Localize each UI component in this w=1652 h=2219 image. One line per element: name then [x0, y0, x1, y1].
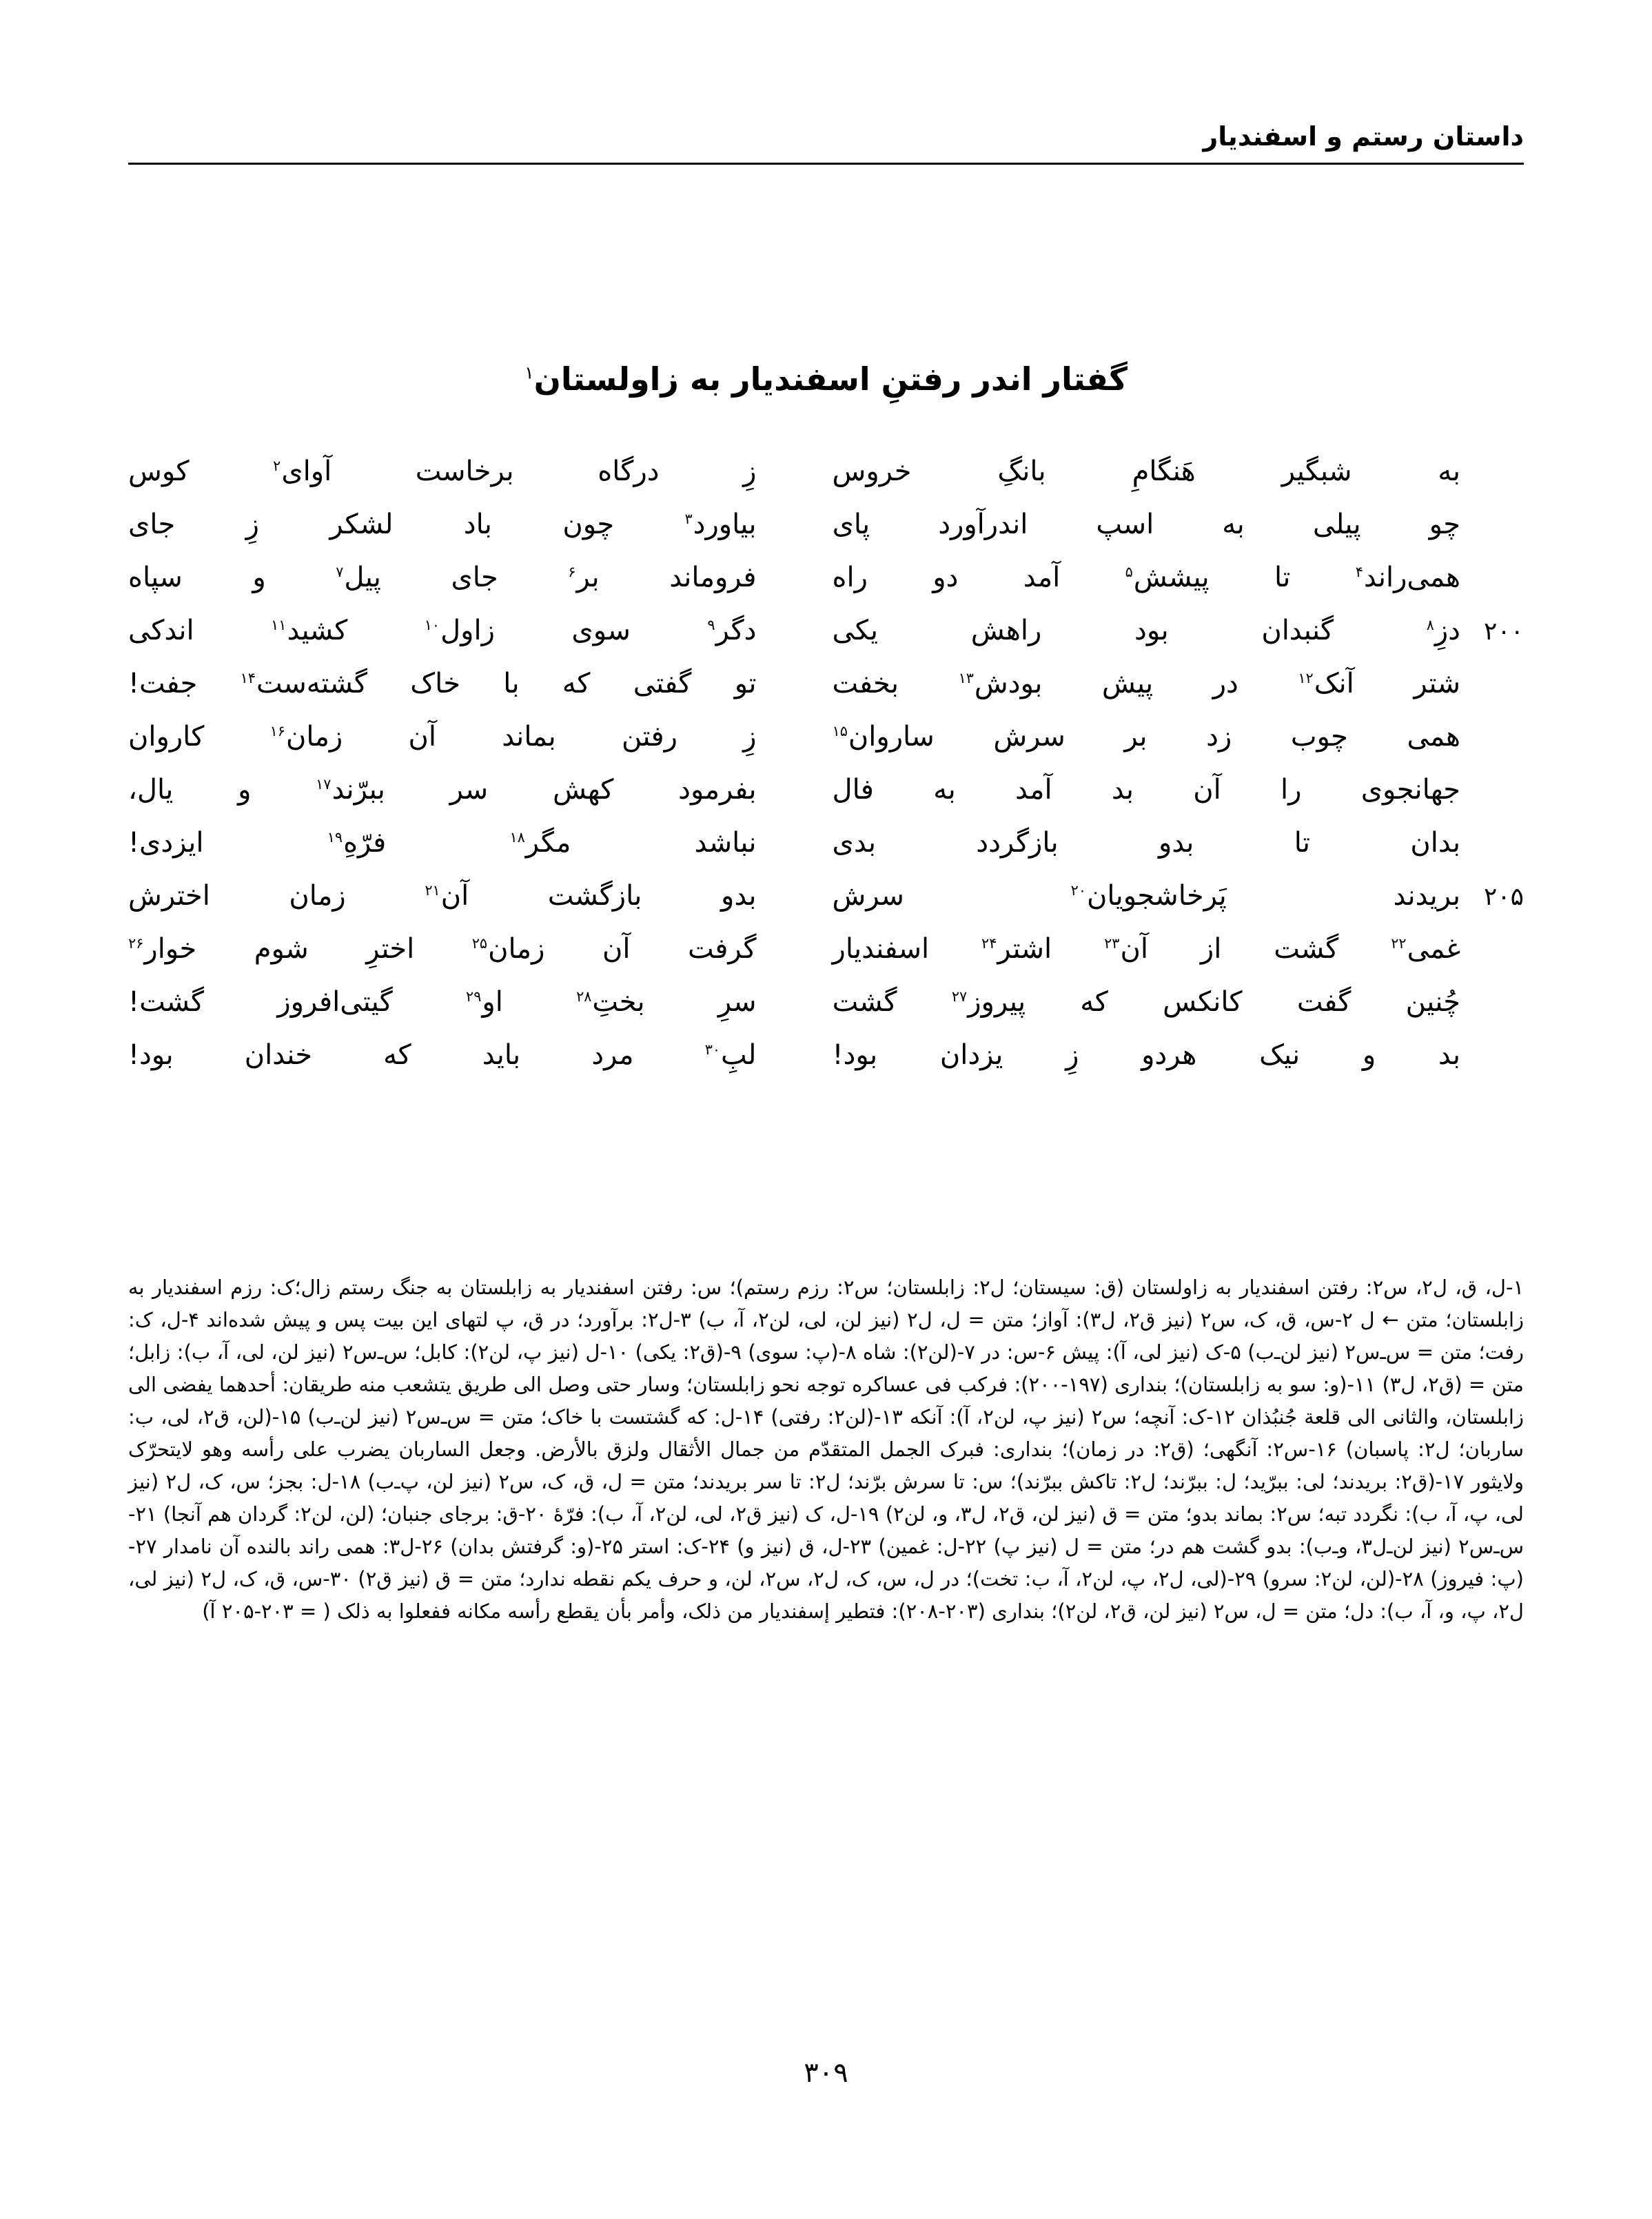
hemistich-second: بیاورد$^۳$ چون باد لشکر زِ جای	[128, 509, 757, 540]
verse-number	[1460, 1061, 1524, 1064]
hemistich-first: همی‌راند$^۴$ تا پیشش$^۵$ آمد دو راه	[832, 562, 1460, 593]
hemistich-first: شتر آنک$^{۱۲}$ در پیش بودش$^{۱۳}$ بخفت	[832, 668, 1460, 699]
verse-couplet	[128, 773, 1524, 826]
verse-couplet	[128, 985, 1524, 1039]
chapter-title-note-marker: ۱	[524, 362, 534, 383]
running-head-area	[128, 123, 1524, 165]
footnotes-text: ۱-ل، ق، ل۲، س۲: رفتن اسفندیار به زاولستان (ق: سیستان؛ ل۲: زابلستان؛ س۲: رزم رستم)؛ س: رفتن اسفندیار به زابلستان به جنگ رستم زال؛ک: رزم اسفندیار به زابلستان؛ متن ← ل ۲-س، ق، ک، س۲ (نیز ق۲، ل۳): آواز؛ متن = ل، ل۲ (نیز لن، لی، لن۲، آ، ب) ۳-ل۲: برآورد؛ در ق، پ لتهای این بیت پس و پیش شده‌اند ۴-ل، ک: رفت؛ متن = س‌ـ‌س۲ (نیز لن‌ـ‌ب) ۵-ک (نیز لی، آ): پیش ۶-س: در ۷-(لن۲): شاه ۸-(پ: سوی) ۹-(ق۲: یکی) ۱۰-ل (نیز پ، لن۲): کابل؛ س‌ـ‌س۲ (نیز لن، لی، آ، ب): زابل؛ متن = (ق۲، ل۳) ۱۱-(و: سو به زابلستان)؛ بنداری (۱۹۷-۲۰۰): فرکب فی عساکره توجه نحو زابلستان؛ وسار حتی وصل الی طریق یتشعب منه طریقان: أحدهما یفضی الی زابلستان، والثانی الی قلعة جُنبُذان ۱۲-ک: آنچه؛ س۲ (نیز پ، لن۲، آ): آنکه ۱۳-(لن۲: رفتی) ۱۴-ل: که گشتست با خاک؛ متن = س‌ـ‌س۲ (نیز لن‌ـ‌ب) ۱۵-(لن، ق۲، لی، ب: ساربان؛ ل۲: پاسبان) ۱۶-س۲: آنگهی؛ (ق۲: در زمان)؛ بنداری: فبرک الجمل المتقدّم من جمال الأثقال ولزق بالأرض. وجعل الساربان یضرب علی رأسه وهو لایتحرّک ولایثور ۱۷-(ق۲: بریدند؛ لی: ببرّید؛ ل: ببرّند؛ ل۲: تاکش ببرّند)؛ س: تا سرش برّند؛ ل۲: تا سر بریدند؛ متن = ل، ق، ک، س۲ (نیز لن، پ‌ـ‌ب) ۱۸-ل: بجز؛ س، ک، ل۲ (نیز لی، پ، آ، ب): نگردد تبه؛ س۲: بماند بدو؛ متن = ق (نیز لن، ق۲، ل۳، و، لن۲) ۱۹-ل، ک (نیز ق۲، لی، لن۲، آ، ب): فرّهٔ ۲۰-ق: برجای جنبان؛ (لن، لن۲: گردان هم آنجا) ۲۱-س‌ـ‌س۲ (نیز لن‌ـ‌ل۳، و‌ـ‌ب): بدو گشت هم در؛ متن = ل (نیز پ) ۲۲-ل: غمین) ۲۳-ل، ق (نیز و) ۲۴-ک: استر ۲۵-(و: گرفتش بدان) ۲۶-ل۳: همی راند بالنده آن نامدار ۲۷-(پ: فیروز) ۲۸-(لن، لن۲: سرو) ۲۹-(لی، ل۲، پ، لن۲، آ، ب: تخت)؛ در ل، س، ک، ل۲، س۲، لن، و حرف یکم نقطه ندارد؛ متن = ق (نیز ق۲) ۳۰-س، ق، ک، ل۲ (نیز لی، ل۲، پ، و، آ، ب): دل؛ متن = ل، س۲ (نیز لن، ق۲، لن۲)؛ بنداری (۲۰۳-۲۰۸): فتطیر إسفندیار من ذلک، وأمر بأن یقطع رأسه مکانه ففعلوا به ذلک ( = ۲۰۳-۲۰۵ آ)	[128, 1276, 1524, 1623]
page-number: ۳۰۹	[804, 2057, 848, 2089]
hemistich-second: دگر$^۹$ سوی زاول$^{۱۰}$ کشید$^{۱۱}$ اندکی	[128, 615, 757, 646]
hemistich-first: بریدند پَرخاشجویان$^{۲۰}$ سرش	[832, 880, 1460, 912]
verse-number	[1460, 1008, 1524, 1011]
hemistich-second: زِ درگاه برخاست آوای$^۲$ کوس	[128, 456, 757, 487]
verse-number	[1460, 584, 1524, 586]
hemistich-second: نباشد مگر$^{۱۸}$ فرّهِ$^{۱۹}$ ایزدی!	[128, 827, 757, 859]
verse-couplet	[128, 508, 1524, 561]
hemistich-first: همی چوب زد بر سرش ساروان$^{۱۵}$	[832, 721, 1460, 753]
running-head-rule	[128, 163, 1524, 165]
verse-couplet	[128, 1039, 1524, 1092]
verse-couplet	[128, 614, 1524, 667]
verse-couplet	[128, 561, 1524, 614]
hemistich-first: دزِ$^۸$ گنبدان بود راهش یکی	[832, 615, 1460, 646]
verse-number	[1460, 478, 1524, 480]
hemistich-second: بدو بازگشت آن$^{۲۱}$ زمان اخترش	[128, 880, 757, 912]
hemistich-first: جهانجوی را آن بد آمد به فال	[832, 774, 1460, 806]
hemistich-second: لبِ$^{۳۰}$ مرد باید که خندان بود!	[128, 1039, 757, 1071]
chapter-title	[128, 359, 1524, 400]
hemistich-second: فروماند بر$^۶$ جای پیل$^۷$ و سپاه	[128, 562, 757, 593]
hemistich-first: چُنین گفت کانکس که پیروز$^{۲۷}$ گشت	[832, 986, 1460, 1018]
verse-couplet	[128, 932, 1524, 985]
verse-number	[1460, 849, 1524, 852]
hemistich-first: بد و نیک هردو زِ یزدان بود!	[832, 1039, 1460, 1071]
verse-number	[1460, 743, 1524, 746]
hemistich-second: گرفت آن زمان$^{۲۵}$ اخترِ شوم خوار$^{۲۶}$	[128, 933, 757, 965]
chapter-title-text: گفتار اندر رفتنِ اسفندیار به زاولستان	[533, 360, 1128, 398]
hemistich-second: سرِ بختِ$^{۲۸}$ او$^{۲۹}$ گیتی‌افروز گشت!	[128, 986, 757, 1018]
hemistich-first: غمی$^{۲۲}$ گشت از آن$^{۲۳}$ اشتر$^{۲۴}$ اسفندیار	[832, 933, 1460, 965]
hemistich-first: چو پیلی به اسپ اندرآورد پای	[832, 509, 1460, 540]
running-head-text: داستان رستم و اسفندیار	[1203, 121, 1524, 152]
footnotes-block	[128, 1271, 1524, 1628]
verse-block	[128, 455, 1524, 1092]
hemistich-second: بفرمود کهش سر ببرّند$^{۱۷}$ و یال،	[128, 774, 757, 806]
verse-number	[1460, 796, 1524, 799]
hemistich-first: به شبگیر هَنگامِ بانگِ خروس	[832, 456, 1460, 487]
verse-couplet	[128, 455, 1524, 508]
verse-number	[1460, 690, 1524, 693]
hemistich-second: تو گفتی که با خاک گشته‌ست$^{۱۴}$ جفت!	[128, 668, 757, 699]
verse-couplet	[128, 667, 1524, 720]
verse-number: ۲۰۰	[1483, 617, 1524, 646]
hemistich-first: بدان تا بدو بازگردد بدی	[832, 827, 1460, 859]
verse-number	[1460, 955, 1524, 958]
verse-couplet	[128, 720, 1524, 773]
hemistich-second: زِ رفتن بماند آن زمان$^{۱۶}$ کاروان	[128, 721, 757, 753]
verse-couplet	[128, 879, 1524, 932]
verse-number: ۲۰۵	[1483, 883, 1524, 911]
verse-couplet	[128, 826, 1524, 879]
verse-number	[1460, 531, 1524, 533]
